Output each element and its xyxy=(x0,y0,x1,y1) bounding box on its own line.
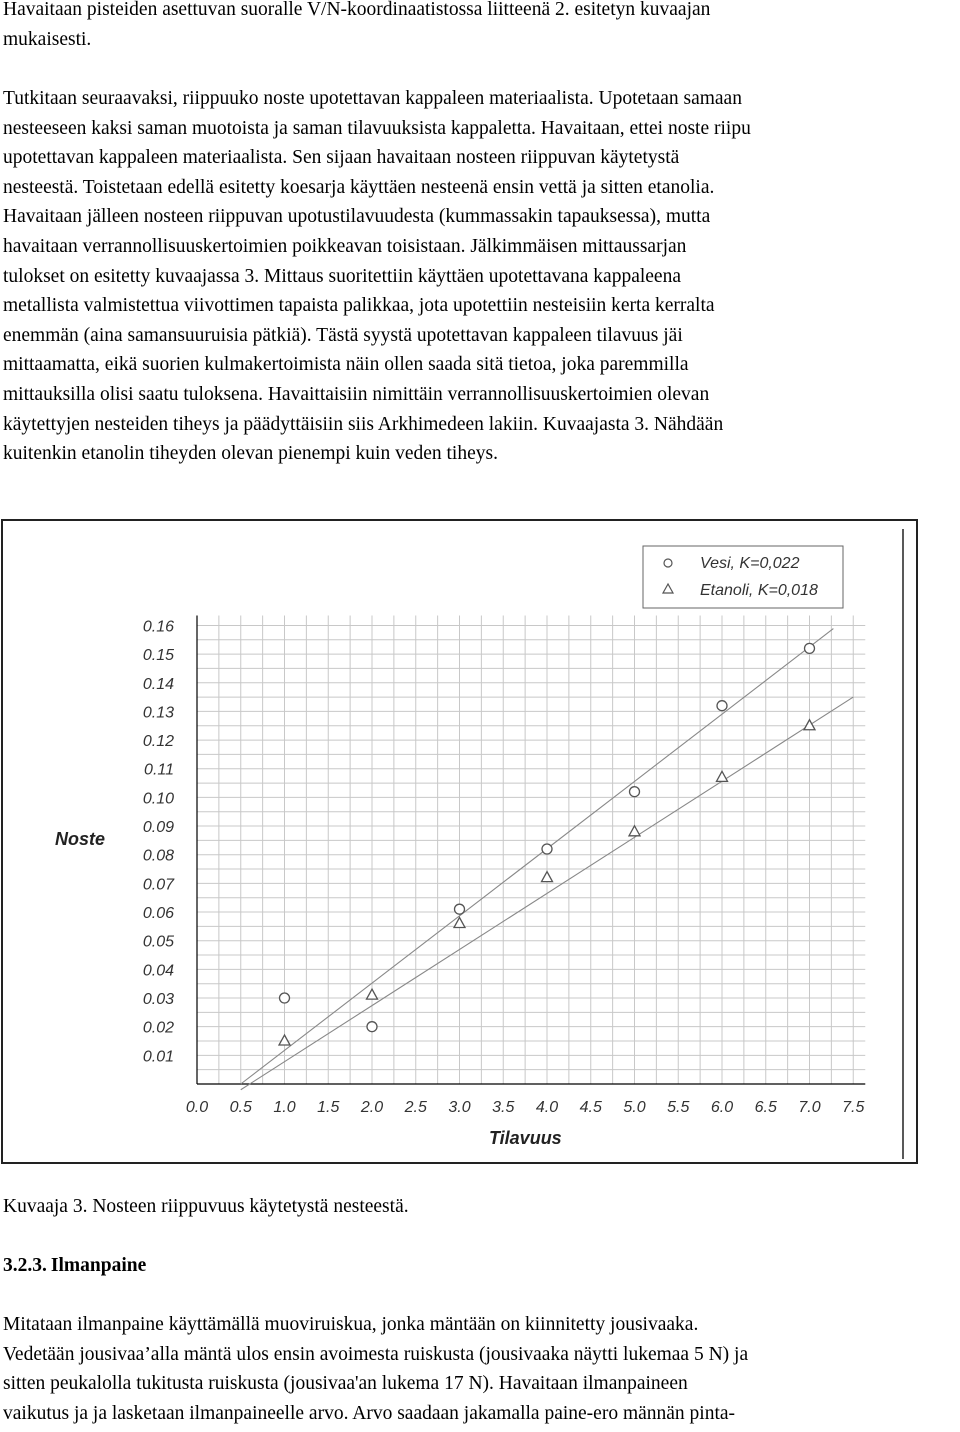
data-point-vesi xyxy=(367,1022,377,1032)
y-tick-label: 0.09 xyxy=(142,819,174,837)
legend-label-vesi: Vesi, K=0,022 xyxy=(700,555,800,572)
section-number: 3.2.3. xyxy=(3,1255,47,1276)
y-tick-label: 0.16 xyxy=(142,618,174,636)
section-heading xyxy=(3,1255,150,1277)
y-tick-label: 0.13 xyxy=(142,704,174,722)
chart-grid xyxy=(197,615,865,1084)
text-line: metallista valmistettua viivottimen tapaista palikkaa, jota upotettiin nesteisiin kerta kerralta xyxy=(3,295,715,317)
x-tick-label: 4.0 xyxy=(535,1099,559,1116)
text-line: enemmän (aina samansuuruisia pätkiä). Tästä syystä upotettavan kappaleen tilavuus jäi xyxy=(3,324,683,346)
paragraph-intro xyxy=(3,0,960,54)
text-line: mukaisesti. xyxy=(3,28,92,50)
x-tick-label: 0.0 xyxy=(185,1099,209,1116)
y-tick-label: 0.06 xyxy=(142,905,174,923)
y-tick-label: 0.01 xyxy=(142,1048,174,1066)
x-tick-label: 7.5 xyxy=(842,1099,865,1116)
y-tick-label: 0.05 xyxy=(142,933,174,951)
section-title: Ilmanpaine xyxy=(50,1255,147,1276)
paragraph-material-test xyxy=(3,84,960,469)
x-axis-label: Tilavuus xyxy=(489,1128,562,1148)
text-line: mittaamatta, eikä suorien kulmakertoimista näin ollen saada sitä tietoa, joka paremmilla xyxy=(3,354,689,376)
figure-caption: Kuvaaja 3. Nosteen riippuvuus käytetystä nesteestä. xyxy=(3,1196,409,1217)
y-tick-label: 0.04 xyxy=(142,962,174,980)
chart-legend xyxy=(643,546,843,608)
data-point-etanoli xyxy=(367,989,378,999)
text-line: havaitaan verrannollisuuskertoimien poikkeavan toisistaan. Jälkimmäisen mittaussarjan xyxy=(3,235,687,257)
y-axis-label: Noste xyxy=(55,829,106,849)
data-point-etanoli xyxy=(279,1035,290,1045)
y-tick-label: 0.07 xyxy=(142,876,174,894)
text-line: sitten peukalolla tukitusta ruiskusta (jousivaa'an lukema 17 N). Havaitaan ilmanpaineen xyxy=(3,1373,688,1395)
x-tick-label: 2.0 xyxy=(360,1099,384,1116)
legend-label-etanoli: Etanoli, K=0,018 xyxy=(700,582,818,599)
x-tick-label: 5.5 xyxy=(667,1099,690,1116)
data-point-vesi xyxy=(542,844,552,854)
text-line: vaikutus ja ja lasketaan ilmanpaineelle arvo. Arvo saadaan jakamalla paine-ero männän pinta- xyxy=(3,1402,736,1424)
x-tick-label: 6.0 xyxy=(710,1099,734,1116)
data-point-etanoli xyxy=(629,826,640,836)
x-tick-label: 0.5 xyxy=(229,1099,252,1116)
text-line: mittauksilla olisi saatu tuloksena. Havaittaisiin nimittäin verrannollisuuskertoimien olevan xyxy=(3,383,710,405)
text-line: Havaitaan pisteiden asettuvan suoralle V/N-koordinaatistossa liitteenä 2. esitetyn kuvaajan xyxy=(3,0,711,20)
data-point-vesi xyxy=(455,904,465,914)
text-line: nesteeseen kaksi saman muotoista ja saman tilavuuksista kappaletta. Havaitaan, ettei noste riipu xyxy=(3,117,751,139)
y-tick-label: 0.11 xyxy=(144,761,174,779)
data-point-vesi xyxy=(280,993,290,1003)
x-tick-label: 7.0 xyxy=(798,1099,821,1116)
data-point-vesi xyxy=(717,701,727,711)
data-point-vesi xyxy=(630,787,640,797)
y-tick-label: 0.10 xyxy=(142,790,174,808)
x-tick-label: 3.0 xyxy=(448,1099,471,1116)
text-line: kuitenkin etanolin tiheyden olevan pienempi kuin veden tiheys. xyxy=(3,443,498,465)
y-tick-label: 0.12 xyxy=(142,733,174,751)
text-line: Vedetään jousivaa’alla mäntä ulos ensin avoimesta ruiskusta (jousivaaka näytti lukemaa 5 N) ja xyxy=(3,1343,749,1365)
x-tick-label: 1.5 xyxy=(317,1099,340,1116)
data-point-etanoli xyxy=(717,771,728,781)
text-line: nesteestä. Toistetaan edellä esitetty koesarja käyttäen nesteenä ensin vettä ja sitten etanolia. xyxy=(3,176,715,198)
x-tick-label: 5.0 xyxy=(623,1099,646,1116)
x-tick-label: 2.5 xyxy=(404,1099,427,1116)
y-tick-label: 0.14 xyxy=(142,675,174,693)
text-line: upotettavan kappaleen materiaalista. Sen sijaan havaitaan nosteen riippuvan käytetystä xyxy=(3,147,680,169)
text-line: Havaitaan jälleen nosteen riippuvan upotustilavuudesta (kummassakin tapauksessa), mutta xyxy=(3,206,711,228)
y-tick-label: 0.08 xyxy=(142,847,174,865)
x-tick-label: 3.5 xyxy=(492,1099,515,1116)
data-point-vesi xyxy=(805,643,815,653)
x-tick-label: 1.0 xyxy=(273,1099,296,1116)
text-line: Mitataan ilmanpaine käyttämällä muoviruiskua, jonka mäntään on kiinnitetty jousivaaka. xyxy=(3,1314,699,1335)
data-point-etanoli xyxy=(542,872,553,882)
text-line: tulokset on esitetty kuvaajassa 3. Mittaus suoritettiin käyttäen upotettavana kappaleena xyxy=(3,265,681,287)
y-tick-label: 0.15 xyxy=(142,647,174,665)
chart-figure xyxy=(1,519,918,1164)
paragraph-air-pressure xyxy=(3,1310,960,1428)
y-tick-label: 0.03 xyxy=(142,991,174,1009)
text-line: Tutkitaan seuraavaksi, riippuuko noste upotettavan kappaleen materiaalista. Upotetaan samaan xyxy=(3,88,742,109)
text-line: käytettyjen nesteiden tiheys ja päädyttäisiin siis Arkhimedeen lakiin. Kuvaajasta 3. Nähdään xyxy=(3,413,724,435)
x-tick-label: 6.5 xyxy=(754,1099,777,1116)
x-tick-label: 4.5 xyxy=(579,1099,602,1116)
data-point-etanoli xyxy=(804,720,815,730)
y-tick-label: 0.02 xyxy=(142,1019,174,1037)
chart-svg xyxy=(3,521,916,1162)
